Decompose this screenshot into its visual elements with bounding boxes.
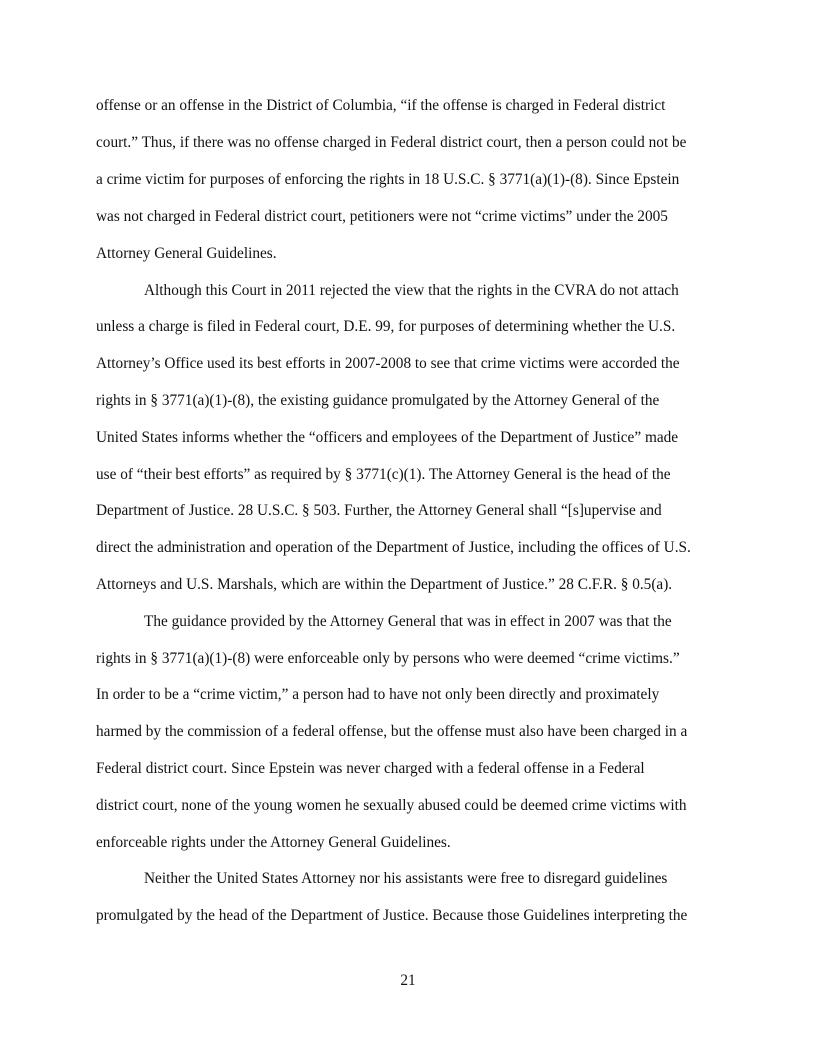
text-line: Attorney General Guidelines. xyxy=(96,245,277,262)
text-line: use of “their best efforts” as required by § 3771(c)(1). The Attorney General is the head of the xyxy=(96,466,671,483)
text-line: Department of Justice. 28 U.S.C. § 503. Further, the Attorney General shall “[s]upervise and xyxy=(96,502,662,519)
text-line: In order to be a “crime victim,” a person had to have not only been directly and proximately xyxy=(96,686,660,703)
text-line: rights in § 3771(a)(1)-(8) were enforceable only by persons who were deemed “crime victims.” xyxy=(96,650,680,667)
text-line: Federal district court. Since Epstein was never charged with a federal offense in a Federal xyxy=(96,760,645,777)
text-line: Attorneys and U.S. Marshals, which are within the Department of Justice.” 28 C.F.R. § 0.5(a). xyxy=(96,576,673,593)
text-line: unless a charge is filed in Federal court, D.E. 99, for purposes of determining whether the U.S. xyxy=(96,318,676,335)
text-line: promulgated by the head of the Department of Justice. Because those Guidelines interpreting the xyxy=(96,907,688,924)
text-line: offense or an offense in the District of Columbia, “if the offense is charged in Federal district xyxy=(96,97,666,114)
page-number: 21 xyxy=(400,972,416,989)
text-line: enforceable rights under the Attorney General Guidelines. xyxy=(96,834,451,851)
text-line: a crime victim for purposes of enforcing the rights in 18 U.S.C. § 3771(a)(1)-(8). Since Epstein xyxy=(96,171,680,188)
text-line: Neither the United States Attorney nor his assistants were free to disregard guidelines xyxy=(144,870,668,887)
text-line: district court, none of the young women he sexually abused could be deemed crime victims with xyxy=(96,797,687,814)
text-line: was not charged in Federal district court, petitioners were not “crime victims” under the 2005 xyxy=(96,208,668,225)
text-line: Attorney’s Office used its best efforts in 2007-2008 to see that crime victims were accorded the xyxy=(96,355,680,372)
text-line: Although this Court in 2011 rejected the view that the rights in the CVRA do not attach xyxy=(144,282,679,299)
text-line: direct the administration and operation of the Department of Justice, including the offices of U.S. xyxy=(96,539,691,556)
text-line: harmed by the commission of a federal offense, but the offense must also have been charged in a xyxy=(96,723,688,740)
text-line: The guidance provided by the Attorney General that was in effect in 2007 was that the xyxy=(144,613,672,630)
text-line: rights in § 3771(a)(1)-(8), the existing guidance promulgated by the Attorney General of the xyxy=(96,392,660,409)
text-line: United States informs whether the “officers and employees of the Department of Justice” made xyxy=(96,429,679,446)
text-line: court.” Thus, if there was no offense charged in Federal district court, then a person could not be xyxy=(96,134,687,151)
